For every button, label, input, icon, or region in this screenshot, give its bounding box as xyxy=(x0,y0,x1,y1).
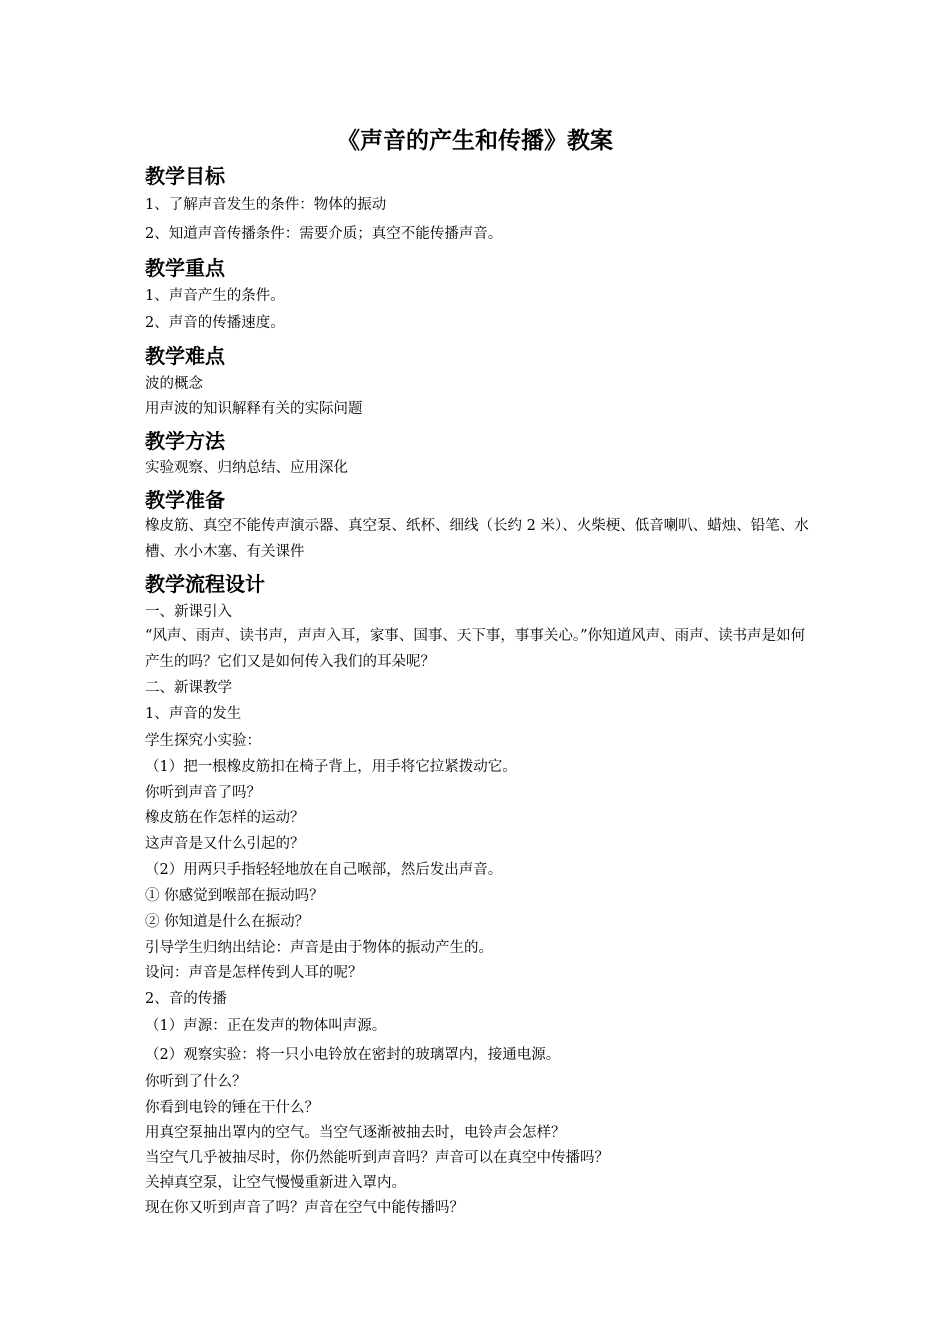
process-line: 学生探究小实验： xyxy=(145,733,261,749)
process-line: 橡皮筋在作怎样的运动？ xyxy=(145,810,305,826)
process-line: 你听到声音了吗？ xyxy=(145,785,261,801)
goal-item: 2、知道声音传播条件：需要介质；真空不能传播声音。 xyxy=(145,226,503,242)
process-intro-text: “风声、雨声、读书声，声声入耳，家事、国事、天下事，事事关心。”你知道风声、雨声、读书声是如何产生的吗？它们又是如何传入我们的耳朵呢？ xyxy=(145,628,806,670)
process-line: 当空气几乎被抽尽时，你仍然能听到声音吗？声音可以在真空中传播吗？ xyxy=(145,1150,609,1166)
heading-preparation: 教学准备 xyxy=(145,488,225,512)
process-line: 设问：声音是怎样传到人耳的呢？ xyxy=(145,965,363,981)
process-line: （1）把一根橡皮筋扣在椅子背上，用手将它拉紧拨动它。 xyxy=(145,759,517,775)
process-line: （2）用两只手指轻轻地放在自己喉部，然后发出声音。 xyxy=(145,862,503,878)
process-line: （1）声源：正在发声的物体叫声源。 xyxy=(145,1018,387,1034)
process-line: 关掉真空泵，让空气慢慢重新进入罩内。 xyxy=(145,1175,406,1191)
process-line: 你看到电铃的锤在干什么？ xyxy=(145,1100,319,1116)
difficulty-item: 波的概念 xyxy=(145,376,203,392)
process-line: ① 你感觉到喉部在振动吗？ xyxy=(145,888,324,904)
process-line: 引导学生归纳出结论：声音是由于物体的振动产生的。 xyxy=(145,940,493,956)
process-line: 2、音的传播 xyxy=(145,991,227,1007)
heading-key-points: 教学重点 xyxy=(145,256,225,280)
process-intro-label: 一、新课引入 xyxy=(145,604,232,620)
preparation-text: 橡皮筋、真空不能传声演示器、真空泵、纸杯、细线（长约 2 米）、火柴梗、低音喇叭、蜡烛、铅笔、水槽、水小木塞、有关课件 xyxy=(145,518,809,560)
goal-item: 1、了解声音发生的条件：物体的振动 xyxy=(145,197,387,213)
heading-process: 教学流程设计 xyxy=(145,572,265,596)
process-line: 用真空泵抽出罩内的空气。当空气逐渐被抽去时，电铃声会怎样？ xyxy=(145,1125,566,1141)
heading-difficulties: 教学难点 xyxy=(145,344,225,368)
method-item: 实验观察、归纳总结、应用深化 xyxy=(145,460,348,476)
process-line: ② 你知道是什么在振动？ xyxy=(145,914,310,930)
process-line: 二、新课教学 xyxy=(145,680,232,696)
process-line: 这声音是又什么引起的？ xyxy=(145,836,305,852)
heading-goals: 教学目标 xyxy=(145,164,225,188)
key-point-item: 2、声音的传播速度。 xyxy=(145,315,285,331)
process-line: （2）观察实验：将一只小电铃放在密封的玻璃罩内，接通电源。 xyxy=(145,1047,561,1063)
difficulty-item: 用声波的知识解释有关的实际问题 xyxy=(145,401,363,417)
process-line: 你听到了什么？ xyxy=(145,1074,247,1090)
document-title: 《声音的产生和传播》教案 xyxy=(337,128,613,154)
heading-methods: 教学方法 xyxy=(145,429,225,453)
process-line: 现在你又听到声音了吗？声音在空气中能传播吗？ xyxy=(145,1200,464,1216)
process-line: 1、声音的发生 xyxy=(145,706,242,722)
key-point-item: 1、声音产生的条件。 xyxy=(145,288,285,304)
